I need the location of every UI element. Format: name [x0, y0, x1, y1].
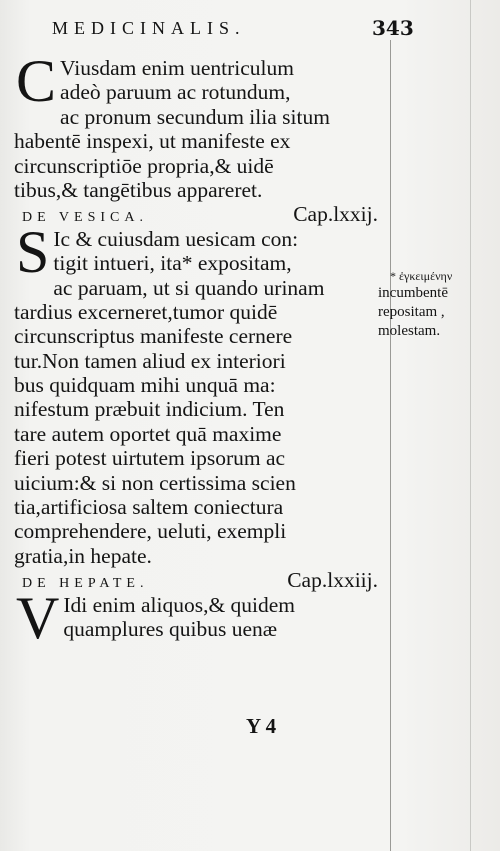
text-line: circunscriptus manifeste cernere	[14, 324, 293, 349]
paragraph-1	[14, 48, 386, 202]
text-line: circunscriptiōe propria,& uidē	[14, 153, 274, 178]
text-line: Viusdam enim uentriculum	[60, 56, 295, 80]
marginal-gloss	[378, 268, 490, 341]
running-head: MEDICINALIS.	[52, 18, 246, 38]
text-line: tardius excerneret,tumor quidē	[14, 299, 278, 324]
text-line: tibus,& tangētibus appareret.	[14, 177, 263, 202]
text-line: gratia,in hepate.	[14, 543, 152, 568]
section-heading-hepate	[14, 568, 386, 592]
dropcap-s: S	[16, 218, 50, 285]
dropcap-c: C	[16, 48, 57, 114]
text-line: comprehendere, ueluti, exempli	[14, 519, 287, 544]
text-line: fieri potest uirtutem ipsorum ac	[14, 446, 286, 471]
text-line: tia,artificiosa saltem coniectura	[14, 495, 284, 520]
text-line: Ic & cuiusdam uesicam con:	[53, 226, 299, 251]
text-line: nifestum præbuit indicium. Ten	[14, 397, 285, 422]
section-title: DE HEPATE.	[22, 576, 149, 592]
text-line: bus quidquam mihi unquā ma:	[14, 373, 276, 398]
main-text	[14, 48, 386, 651]
signature-mark: Y 4	[246, 714, 277, 738]
margin-rule	[390, 40, 391, 851]
dropcap-v: V	[16, 584, 60, 651]
page-edge-rule	[470, 0, 471, 851]
text-line: tur.Non tamen aliud ex interiori	[14, 348, 286, 373]
gloss-line: molestam.	[378, 323, 441, 339]
text-line: ac paruam, ut si quando urinam	[53, 275, 325, 300]
gloss-line: repositam ,	[378, 304, 445, 320]
text-line: tigit intueri, ita* expositam,	[53, 251, 292, 276]
chapter-number: Cap.lxxiij.	[287, 568, 378, 593]
section-title: DE VESICA.	[22, 210, 148, 226]
chapter-number: Cap.lxxij.	[293, 202, 378, 227]
greek-gloss: * ἐγκειμένην	[390, 269, 453, 283]
text-line: Idi enim aliquos,& quidem	[63, 592, 296, 617]
text-line: quamplures quibus uenæ	[63, 616, 278, 641]
gloss-line: incumbentē	[378, 285, 448, 301]
text-line: uicium:& si non certissima scien	[14, 470, 296, 495]
text-line: ac pronum secundum ilia situm	[60, 104, 330, 129]
page-number: 343	[372, 16, 414, 40]
text-line: habentē inspexi, ut manifeste ex	[14, 129, 291, 154]
section-heading-vesica	[14, 202, 386, 226]
text-line: adeò paruum ac rotundum,	[60, 80, 291, 105]
text-line: tare autem oportet quā maxime	[14, 421, 282, 446]
